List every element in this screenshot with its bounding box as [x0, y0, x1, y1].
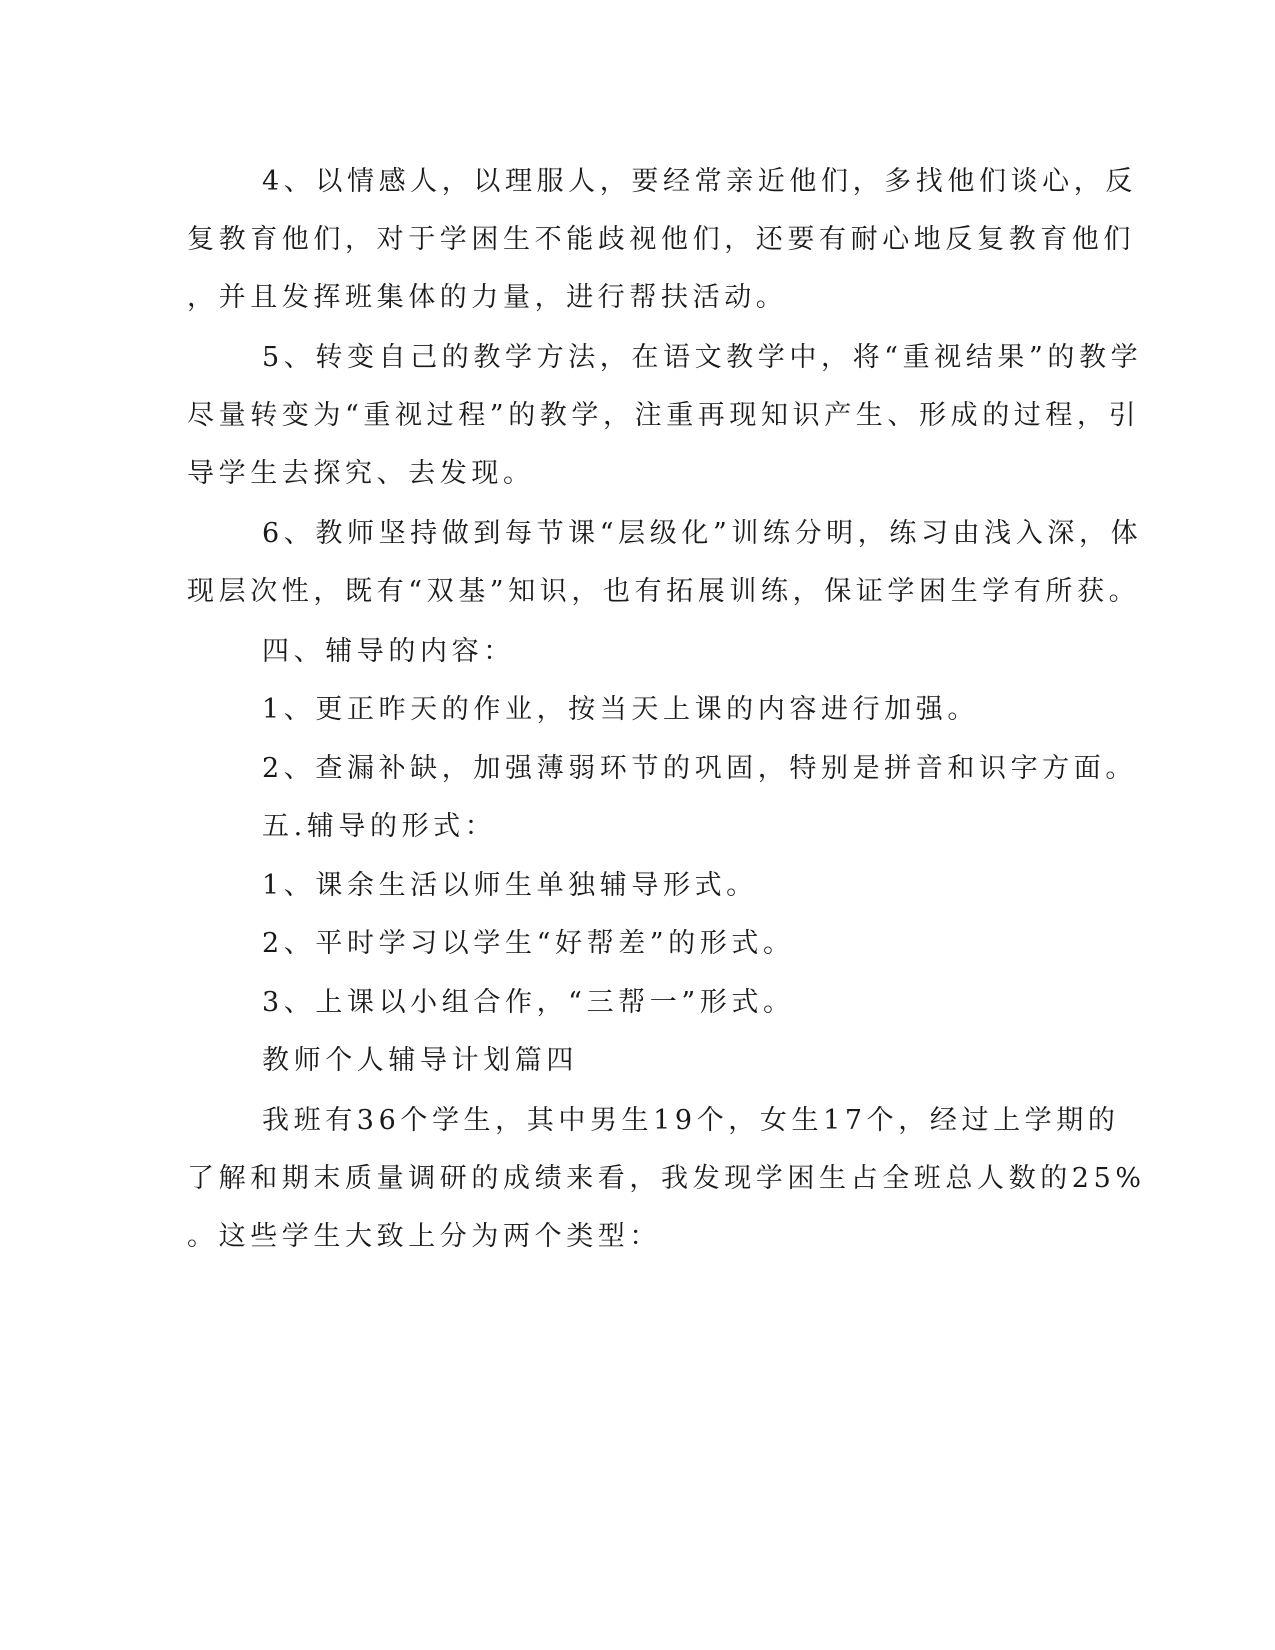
paragraph-6-line-1: 6、教师坚持做到每节课“层级化”训练分明，练习由浅入深，体 [262, 518, 1143, 549]
paragraph-4-line-1: 4、以情感人，以理服人，要经常亲近他们，多找他们谈心，反 [262, 166, 1137, 197]
section-heading-content: 四、辅导的内容： [262, 636, 515, 667]
form-item-3: 3、上课以小组合作，“三帮一”形式。 [262, 987, 795, 1018]
section-heading-form: 五.辅导的形式： [262, 811, 497, 842]
form-item-2: 2、平时学习以学生“好帮差”的形式。 [262, 928, 795, 959]
content-item-2: 2、查漏补缺，加强薄弱环节的巩固，特别是拼音和识字方面。 [262, 753, 1137, 784]
paragraph-5-line-3: 导学生去探究、去发现。 [187, 458, 535, 489]
paragraph-6-line-2: 现层次性，既有“双基”知识，也有拓展训练，保证学困生学有所获。 [187, 576, 1141, 607]
form-item-1: 1、课余生活以师生单独辅导形式。 [262, 870, 758, 901]
intro-paragraph-line-2: 了解和期末质量调研的成绩来看，我发现学困生占全班总人数的25% [187, 1163, 1146, 1194]
section-title-part-four: 教师个人辅导计划篇四 [262, 1045, 578, 1076]
content-item-1: 1、更正昨天的作业，按当天上课的内容进行加强。 [262, 694, 979, 725]
paragraph-4-line-3: ，并且发挥班集体的力量，进行帮扶活动。 [187, 282, 788, 313]
paragraph-5-line-1: 5、转变自己的教学方法，在语文教学中，将“重视结果”的教学 [262, 342, 1143, 373]
intro-paragraph-line-3: 。这些学生大致上分为两个类型： [187, 1221, 661, 1252]
intro-paragraph-line-1: 我班有36个学生，其中男生19个，女生17个，经过上学期的 [262, 1105, 1120, 1136]
paragraph-5-line-2: 尽量转变为“重视过程”的教学，注重再现知识产生、形成的过程，引 [187, 400, 1141, 431]
paragraph-4-line-2: 复教育他们，对于学困生不能歧视他们，还要有耐心地反复教育他们 [187, 224, 1135, 255]
